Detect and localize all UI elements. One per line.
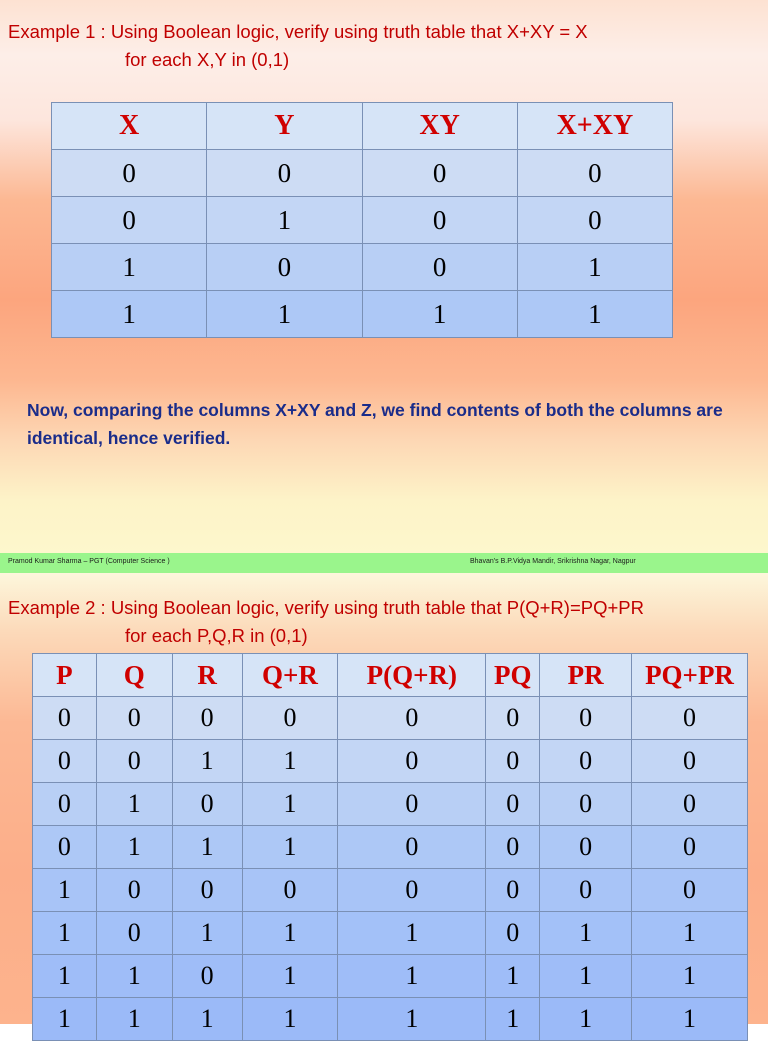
table-cell: 1 bbox=[632, 955, 748, 998]
table-cell: 1 bbox=[540, 998, 632, 1041]
table-cell: 0 bbox=[486, 912, 540, 955]
table-cell: 1 bbox=[540, 912, 632, 955]
table-cell: 0 bbox=[52, 150, 207, 197]
table-header-cell: P(Q+R) bbox=[338, 654, 486, 697]
slide-footer bbox=[0, 553, 768, 573]
truth-table-1 bbox=[51, 102, 673, 338]
table-row bbox=[52, 244, 673, 291]
table-cell: 0 bbox=[33, 783, 97, 826]
table-cell: 0 bbox=[172, 783, 242, 826]
table-cell: 1 bbox=[33, 869, 97, 912]
table-cell: 0 bbox=[52, 197, 207, 244]
table-header-cell: X bbox=[52, 103, 207, 150]
table-cell: 1 bbox=[242, 783, 338, 826]
table-cell: 0 bbox=[632, 826, 748, 869]
table-cell: 0 bbox=[96, 869, 172, 912]
table-cell: 1 bbox=[33, 912, 97, 955]
table-cell: 1 bbox=[540, 955, 632, 998]
table-header-cell: Y bbox=[207, 103, 362, 150]
example-2-heading-line2: for each P,Q,R in (0,1) bbox=[125, 625, 308, 646]
table-cell: 0 bbox=[486, 826, 540, 869]
example-1-heading-line2: for each X,Y in (0,1) bbox=[125, 49, 290, 70]
table-cell: 0 bbox=[540, 826, 632, 869]
table-cell: 0 bbox=[362, 150, 517, 197]
table-cell: 0 bbox=[632, 740, 748, 783]
table-row bbox=[52, 291, 673, 338]
table-cell: 0 bbox=[517, 197, 672, 244]
table-header-cell: P bbox=[33, 654, 97, 697]
table-header-cell: Q bbox=[96, 654, 172, 697]
table-cell: 0 bbox=[338, 783, 486, 826]
table-row bbox=[33, 783, 748, 826]
table-cell: 0 bbox=[96, 697, 172, 740]
example-1-heading bbox=[8, 18, 588, 74]
table-cell: 0 bbox=[486, 697, 540, 740]
table-cell: 1 bbox=[172, 826, 242, 869]
example-2-heading bbox=[8, 594, 644, 650]
table-cell: 0 bbox=[338, 869, 486, 912]
table-cell: 0 bbox=[338, 826, 486, 869]
table-cell: 1 bbox=[242, 740, 338, 783]
table-row bbox=[52, 150, 673, 197]
table-row bbox=[33, 697, 748, 740]
table-cell: 0 bbox=[362, 244, 517, 291]
table-cell: 1 bbox=[632, 998, 748, 1041]
table-cell: 1 bbox=[338, 998, 486, 1041]
table-cell: 1 bbox=[242, 912, 338, 955]
table-cell: 1 bbox=[517, 291, 672, 338]
table-header-cell: Q+R bbox=[242, 654, 338, 697]
verification-note: Now, comparing the columns X+XY and Z, we find contents of both the columns are identical, hence verified. bbox=[27, 400, 723, 448]
table-header-row bbox=[33, 654, 748, 697]
table-cell: 0 bbox=[207, 244, 362, 291]
table-cell: 1 bbox=[242, 998, 338, 1041]
table-cell: 1 bbox=[52, 244, 207, 291]
table-cell: 1 bbox=[33, 955, 97, 998]
table-row bbox=[33, 912, 748, 955]
table-cell: 1 bbox=[207, 197, 362, 244]
table-header-cell: PQ+PR bbox=[632, 654, 748, 697]
footer-author: Pramod Kumar Sharma – PGT (Computer Science ) bbox=[8, 558, 170, 565]
table-cell: 1 bbox=[96, 783, 172, 826]
table-cell: 1 bbox=[207, 291, 362, 338]
table-row bbox=[33, 998, 748, 1041]
table-cell: 0 bbox=[486, 783, 540, 826]
table-cell: 0 bbox=[338, 697, 486, 740]
table-cell: 1 bbox=[96, 998, 172, 1041]
table-cell: 0 bbox=[242, 869, 338, 912]
table-cell: 1 bbox=[632, 912, 748, 955]
table-cell: 1 bbox=[52, 291, 207, 338]
table-row bbox=[33, 955, 748, 998]
table-cell: 0 bbox=[33, 740, 97, 783]
table-cell: 0 bbox=[33, 697, 97, 740]
table-row bbox=[33, 826, 748, 869]
table-cell: 0 bbox=[338, 740, 486, 783]
table-cell: 0 bbox=[362, 197, 517, 244]
table-cell: 1 bbox=[486, 955, 540, 998]
table-cell: 1 bbox=[242, 826, 338, 869]
table-cell: 1 bbox=[338, 912, 486, 955]
footer-school: Bhavan’s B.P.Vidya Mandir, Srikrishna Nagar, Nagpur bbox=[470, 558, 636, 565]
table-header-row bbox=[52, 103, 673, 150]
table-cell: 1 bbox=[242, 955, 338, 998]
table-row bbox=[33, 740, 748, 783]
table-header-cell: R bbox=[172, 654, 242, 697]
table-cell: 0 bbox=[540, 869, 632, 912]
table-cell: 1 bbox=[33, 998, 97, 1041]
table-cell: 0 bbox=[242, 697, 338, 740]
table-cell: 0 bbox=[540, 783, 632, 826]
table-header-cell: X+XY bbox=[517, 103, 672, 150]
table-cell: 1 bbox=[338, 955, 486, 998]
table-cell: 1 bbox=[96, 826, 172, 869]
table-cell: 0 bbox=[632, 697, 748, 740]
table-cell: 1 bbox=[172, 740, 242, 783]
table-cell: 0 bbox=[172, 697, 242, 740]
table-header-cell: PR bbox=[540, 654, 632, 697]
table-row bbox=[52, 197, 673, 244]
table-cell: 1 bbox=[517, 244, 672, 291]
table-cell: 0 bbox=[33, 826, 97, 869]
table-cell: 1 bbox=[172, 998, 242, 1041]
example-1-heading-line1: Example 1 : Using Boolean logic, verify using truth table that X+XY = X bbox=[8, 21, 588, 42]
table-cell: 1 bbox=[362, 291, 517, 338]
table-header-cell: PQ bbox=[486, 654, 540, 697]
table-cell: 0 bbox=[172, 955, 242, 998]
table-cell: 0 bbox=[486, 740, 540, 783]
table-cell: 0 bbox=[517, 150, 672, 197]
table-cell: 1 bbox=[486, 998, 540, 1041]
table-cell: 0 bbox=[540, 697, 632, 740]
truth-table-2 bbox=[32, 653, 748, 1041]
table-header-cell: XY bbox=[362, 103, 517, 150]
table-cell: 0 bbox=[172, 869, 242, 912]
table-cell: 0 bbox=[207, 150, 362, 197]
table-cell: 0 bbox=[96, 912, 172, 955]
table-cell: 1 bbox=[96, 955, 172, 998]
table-cell: 1 bbox=[172, 912, 242, 955]
table-cell: 0 bbox=[540, 740, 632, 783]
table-cell: 0 bbox=[632, 869, 748, 912]
table-cell: 0 bbox=[96, 740, 172, 783]
table-row bbox=[33, 869, 748, 912]
table-cell: 0 bbox=[486, 869, 540, 912]
table-cell: 0 bbox=[632, 783, 748, 826]
example-2-heading-line1: Example 2 : Using Boolean logic, verify using truth table that P(Q+R)=PQ+PR bbox=[8, 597, 644, 618]
